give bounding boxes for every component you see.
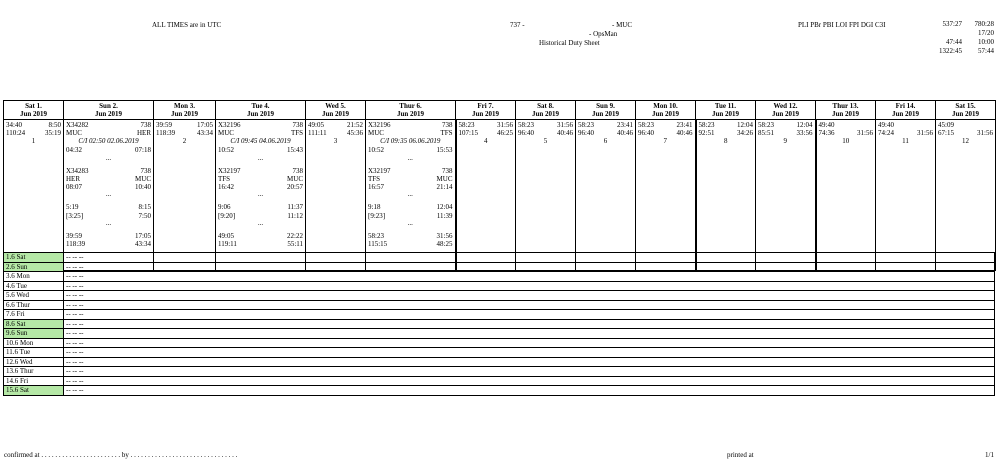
day-header: Wed 5. Jun 2019 [306,101,366,120]
remark-text: -- -- -- [64,329,995,339]
day-cell: X34282 738 MUC HER C/I 02:50 02.06.2019 04:32 07:18 ... X34283 738 HER MUC 08:07 10:40 ... 5:19 8:15 [3:25] 7:50 ... 39:59 17:05 118:39 43:34 [64,120,154,271]
day-index: 5 [543,137,548,146]
remark-date: 13.6 Thur [4,367,64,377]
confirmed-line: confirmed at . . . . . . . . . . . . . . . . . . . . . . . by . . . . . . . . . . . . . . . . . . . . . . . . . . . . . . . [4,451,238,459]
remark-row [4,357,995,367]
day-index: 10 [842,137,850,146]
day-index: 12 [962,137,969,146]
remark-date: 1.6 Sat [4,253,64,263]
remark-text: -- -- -- [64,281,995,291]
remark-text: -- -- -- [64,300,995,310]
day-cell: 58:23 31:56 107:15 46:25 4 [456,120,516,271]
crew-id: 737 - [510,21,525,29]
day-header: Fri 7. Jun 2019 [456,101,516,120]
remark-text: -- -- -- [64,357,995,367]
day-index: 3 [333,137,338,146]
day-cell: 49:40 74:24 31:56 11 [876,120,936,271]
day-cell: 49:40 74:36 31:56 10 [816,120,876,271]
day-cell: 45:09 67:15 31:56 12 [936,120,996,271]
day-header: Sun 9. Jun 2019 [576,101,636,120]
check-in: C/I 09:35 06.06.2019 [380,137,441,146]
remarks-table [3,252,995,396]
total-b: 780:28 [974,20,994,28]
day-cell: 58:23 23:41 96:40 40:46 7 [636,120,696,271]
aircraft-type: 738 [292,166,303,175]
remark-row [4,348,995,358]
total-a [934,29,962,38]
remark-row [4,253,995,263]
remark-date: 7.6 Fri [4,310,64,320]
day-cell: 58:23 12:04 85:51 33:56 9 [756,120,816,271]
check-in: C/I 02:50 02.06.2019 [78,137,139,146]
day-index: 1 [31,137,36,146]
day-index: 4 [484,137,488,146]
day-cell: 58:23 23:41 96:40 40:46 6 [576,120,636,271]
aircraft-type: 738 [140,166,151,175]
remark-text: -- -- -- [64,291,995,301]
remark-date: 3.6 Mon [4,272,64,282]
total-b: 10:00 [978,38,994,46]
total-a: 47:44 [946,38,962,46]
remark-row [4,376,995,386]
day-cell: 34:40 8:50 110:24 35:19 1 [4,120,64,271]
remark-date: 11.6 Tue [4,348,64,358]
aircraft-type: 738 [292,121,303,129]
day-header: Tue 4. Jun 2019 [216,101,306,120]
day-cell: 49:05 21:52 111:11 45:36 3 [306,120,366,271]
remark-text: -- -- -- [64,376,995,386]
remark-date: 12.6 Wed [4,357,64,367]
day-index: 8 [724,137,728,146]
company-name: - OpsMan [589,30,618,38]
flight-number: X34283 [66,166,89,175]
remark-text: -- -- -- [64,253,995,263]
total-b: 57:44 [978,47,994,55]
flight-number: X34282 [66,121,89,129]
day-header: Sat 15. Jun 2019 [936,101,996,120]
remark-row [4,291,995,301]
flight-number: X32196 [368,121,391,129]
day-header: Tue 11. Jun 2019 [696,101,756,120]
day-header: Sat 8. Jun 2019 [516,101,576,120]
remark-date: 4.6 Tue [4,281,64,291]
remark-row [4,310,995,320]
total-a: 1322:45 [939,47,962,55]
remark-row [4,367,995,377]
day-header: Thur 6. Jun 2019 [366,101,456,120]
total-b: 17/20 [978,29,994,37]
remark-date: 8.6 Sat [4,319,64,329]
flight-number: X32197 [368,166,391,175]
day-cell: X32196 738 MUC TFS C/I 09:45 04.06.2019 10:52 15:43 ... X32197 738 TFS MUC 16:42 20:57 ... 9:06 11:37 [9:20] 11:12 ... 49:05 22:22 119:11 55:11 [216,120,306,271]
printed-at: printed at [727,451,754,459]
day-cell: 39:59 17:05 118:39 43:34 2 [154,120,216,271]
day-index: 6 [603,137,608,146]
aircraft-type: 738 [140,121,151,129]
day-header: Mon 3. Jun 2019 [154,101,216,120]
remark-row [4,300,995,310]
remark-text: -- -- -- [64,272,995,282]
home-base: - MUC [612,21,633,29]
remark-row [4,319,995,329]
remark-text: -- -- -- [64,367,995,377]
remark-row [4,329,995,339]
remark-date: 10.6 Mon [4,338,64,348]
day-index: 2 [182,137,187,146]
remark-date: 15.6 Sat [4,386,64,396]
day-cell: 58:23 31:56 96:40 40:46 5 [516,120,576,271]
page-number: 1/1 [985,451,994,459]
remark-text: -- -- -- [64,386,995,396]
totals-block [934,20,994,56]
day-cell: X32196 738 MUC TFS C/I 09:35 06.06.2019 10:52 15:53 ... X32197 738 TFS MUC 16:57 21:14 ... 9:18 12:04 [9:23] 11:39 ... 58:23 31:56 115:15 48:25 [366,120,456,271]
remark-text: -- -- -- [64,310,995,320]
qualifications: PLI PBr PBI LOI FPI DGI C3I [798,21,886,29]
day-header: Sat 1. Jun 2019 [4,101,64,120]
day-index: 11 [902,137,909,146]
remark-text: -- -- -- [64,262,995,272]
remark-date: 14.6 Fri [4,376,64,386]
remark-date: 2.6 Sun [4,262,64,272]
remark-date: 6.6 Thur [4,300,64,310]
day-header: Sun 2. Jun 2019 [64,101,154,120]
remark-text: -- -- -- [64,348,995,358]
day-index: 9 [783,137,787,146]
remark-text: -- -- -- [64,319,995,329]
day-header: Fri 14. Jun 2019 [876,101,936,120]
day-header: Mon 10. Jun 2019 [636,101,696,120]
aircraft-type: 738 [442,166,453,175]
flight-number: X32197 [218,166,241,175]
duty-grid [3,100,996,271]
aircraft-type: 738 [442,121,453,129]
sheet-title: Historical Duty Sheet [539,39,600,47]
remark-row [4,262,995,272]
flight-number: X32196 [218,121,241,129]
check-in: C/I 09:45 04.06.2019 [230,137,291,146]
remark-row [4,338,995,348]
remark-text: -- -- -- [64,338,995,348]
remark-row [4,281,995,291]
day-index: 7 [663,137,667,146]
total-a: 537:27 [942,20,962,28]
remark-row [4,272,995,282]
remark-date: 9.6 Sun [4,329,64,339]
remark-date: 5.6 Wed [4,291,64,301]
day-header: Wed 12. Jun 2019 [756,101,816,120]
times-note: ALL TIMES are in UTC [152,21,222,29]
day-cell: 58:23 12:04 92:51 34:26 8 [696,120,756,271]
remark-row [4,386,995,396]
day-header: Thur 13. Jun 2019 [816,101,876,120]
